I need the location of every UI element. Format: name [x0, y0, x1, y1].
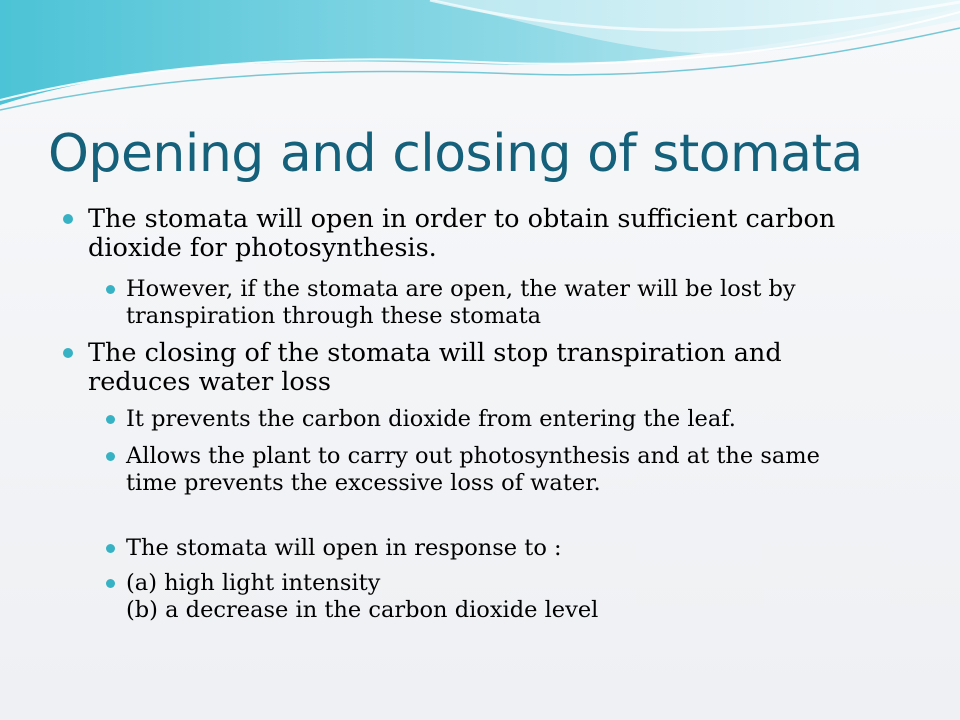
sub-bullet-item — [126, 406, 916, 433]
bullet-line: It prevents the carbon dioxide from entering the leaf. — [126, 406, 736, 432]
sub-bullet-item — [126, 443, 916, 497]
bullet-line: time prevents the excessive loss of water. — [126, 470, 601, 496]
bullet-dot-icon — [63, 348, 73, 358]
bullet-dot-icon — [106, 415, 115, 424]
bullet-dot-icon — [106, 452, 115, 461]
bullet-line: However, if the stomata are open, the water will be lost by — [126, 276, 796, 302]
sub-bullet-item — [126, 535, 916, 562]
bullet-line: (b) a decrease in the carbon dioxide level — [126, 597, 599, 623]
bullet-line: transpiration through these stomata — [126, 303, 542, 329]
bullet-dot-icon — [106, 544, 115, 553]
sub-bullet-item — [126, 276, 916, 330]
bullet-line: dioxide for photosynthesis. — [88, 233, 437, 263]
bullet-item — [88, 205, 908, 263]
bullet-line: (a) high light intensity — [126, 570, 381, 596]
bullet-line: The stomata will open in response to : — [126, 535, 562, 561]
bullet-line: The closing of the stomata will stop transpiration and — [88, 338, 782, 368]
bullet-dot-icon — [106, 579, 115, 588]
bullet-dot-icon — [63, 214, 73, 224]
sub-bullet-item — [126, 570, 916, 624]
bullet-dot-icon — [106, 285, 115, 294]
slide-title: Opening and closing of stomata — [48, 124, 863, 184]
bullet-item — [88, 339, 908, 397]
bullet-line: Allows the plant to carry out photosynthesis and at the same — [126, 443, 820, 469]
bullet-line: The stomata will open in order to obtain sufficient carbon — [88, 204, 836, 234]
bullet-line: reduces water loss — [88, 367, 331, 397]
